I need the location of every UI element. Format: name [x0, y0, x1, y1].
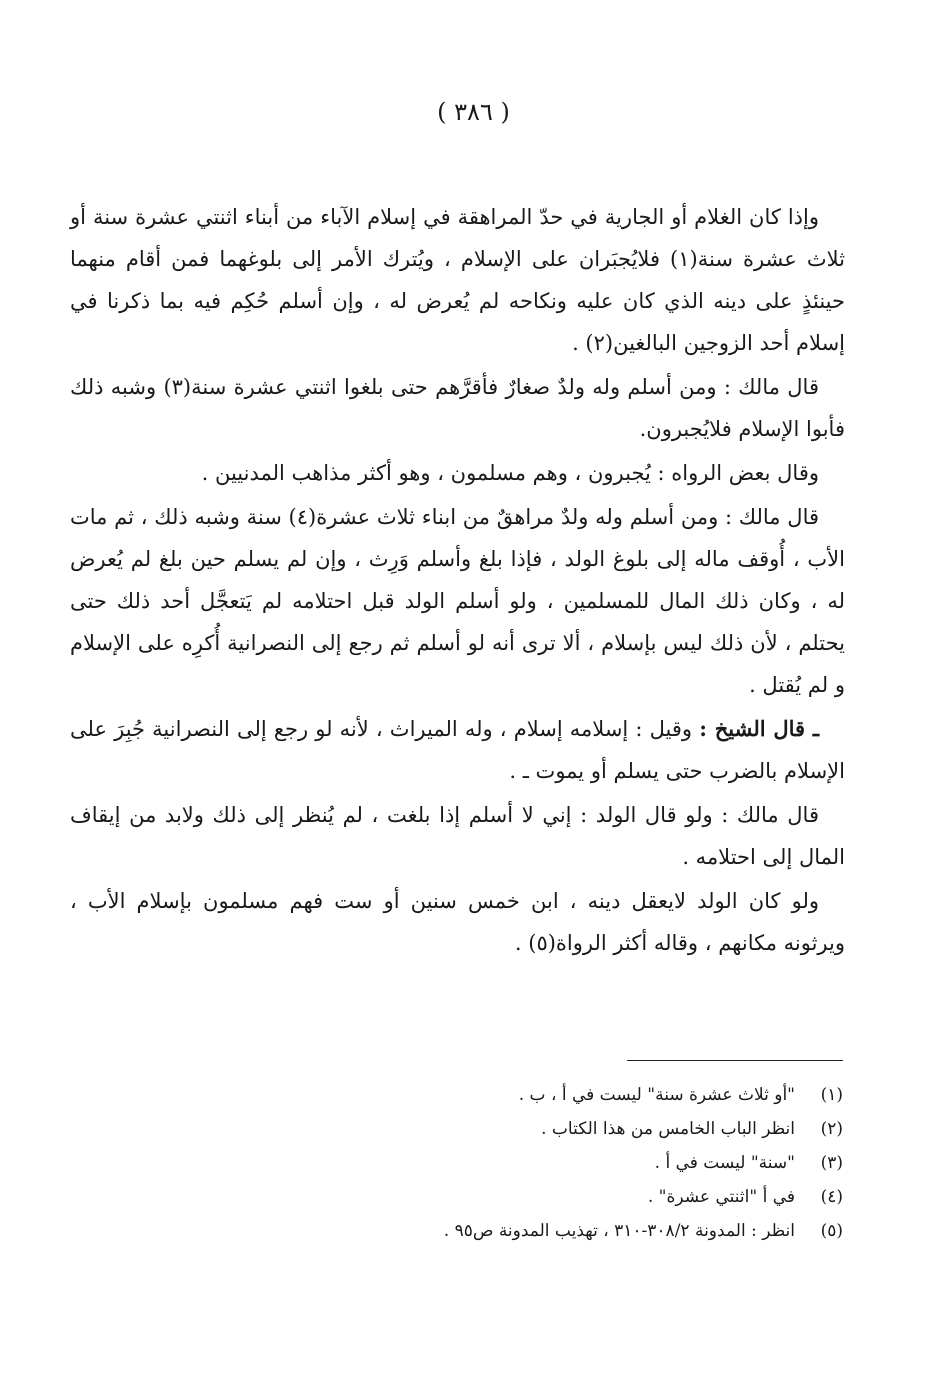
paragraph-1: وإذا كان الغلام أو الجارية في حدّ المراهقة في إسلام الآباء من أبناء اثنتي عشرة سنة أو ثلاث عشرة سنة(١) فلايُجبَران على الإسلام ، ويُترك الأمر إلى بلوغهما فمن أقام منهما حينئذٍ على دينه الذي كان عليه ونكاحه لم يُعرض له ، وإن أسلم حُكِم فيه بما ذكرنا في إسلام أحد الزوجين البالغين(٢) .: [70, 205, 846, 355]
footnotes: [160, 1078, 843, 1248]
footnote-item: [160, 1146, 843, 1180]
paragraph-4: قال مالك : ومن أسلم وله ولدٌ مراهقٌ من ابناء ثلاث عشرة(٤) سنة وشبه ذلك ، ثم مات الأب ، أُوقف ماله إلى بلوغ الولد ، فإذا بلغ وأسلم وَرِث ، وإن لم يسلم حين بلغ لم يُعرض له ، وكان ذلك المال للمسلمين ، ولو أسلم الولد قبل احتلامه لم يَتعجَّل أحد ذلك حتى يحتلم ، لأن ذلك ليس بإسلام ، ألا ترى أنه لو أسلم ثم رجع إلى النصرانية أُكرِه على الإسلام و لم يُقتل .: [70, 505, 845, 697]
footnote-number: (١): [820, 1085, 843, 1105]
footnote-number: (٢): [820, 1119, 843, 1139]
footnote-text: "سنة" ليست في أ .: [654, 1153, 795, 1173]
footnote-item: [160, 1180, 843, 1214]
footnote-divider: [627, 1060, 843, 1061]
main-text: [70, 196, 845, 966]
footnote-item: [160, 1112, 843, 1146]
paragraph-2: قال مالك : ومن أسلم وله ولدٌ صغارٌ فأقرَّهم حتى بلغوا اثنتي عشرة سنة(٣) وشبه ذلك فأبوا الإسلام فلايُجبرون.: [70, 375, 845, 441]
footnote-text: "أو ثلاث عشرة سنة" ليست في أ ، ب .: [518, 1085, 795, 1105]
footnote-number: (٥): [820, 1221, 843, 1241]
footnote-text: انظر الباب الخامس من هذا الكتاب .: [541, 1119, 795, 1139]
sheikh-label: ـ قال الشيخ :: [699, 716, 819, 741]
paragraph-5: [70, 708, 845, 792]
page-number: ( ٣٨٦ ): [437, 98, 510, 126]
footnote-number: (٣): [820, 1153, 843, 1173]
footnote-number: (٤): [820, 1187, 843, 1207]
footnote-item: [160, 1078, 843, 1112]
footnote-text: في أ "اثنتي عشرة" .: [647, 1187, 795, 1207]
paragraph-6: قال مالك : ولو قال الولد : إني لا أسلم إذا بلغت ، لم يُنظر إلى ذلك ولابد من إيقاف المال إلى احتلامه .: [70, 803, 845, 869]
paragraph-5-text: وقيل : إسلامه إسلام ، وله الميراث ، لأنه لو رجع إلى النصرانية جُبِرَ على الإسلام بالضرب حتى يسلم أو يموت ـ .: [70, 717, 845, 783]
paragraph-3: وقال بعض الرواه : يُجبرون ، وهم مسلمون ، وهو أكثر مذاهب المدنيين .: [201, 461, 819, 485]
footnote-item: [160, 1214, 843, 1248]
footnote-text: انظر : المدونة ٣٠٨/٢-٣١٠ ، تهذيب المدونة ص٩٥ .: [443, 1221, 795, 1241]
paragraph-7: ولو كان الولد لايعقل دينه ، ابن خمس سنين أو ست فهم مسلمون بإسلام الأب ، ويرثونه مكانهم ، وقاله أكثر الرواة(٥) .: [70, 889, 845, 955]
